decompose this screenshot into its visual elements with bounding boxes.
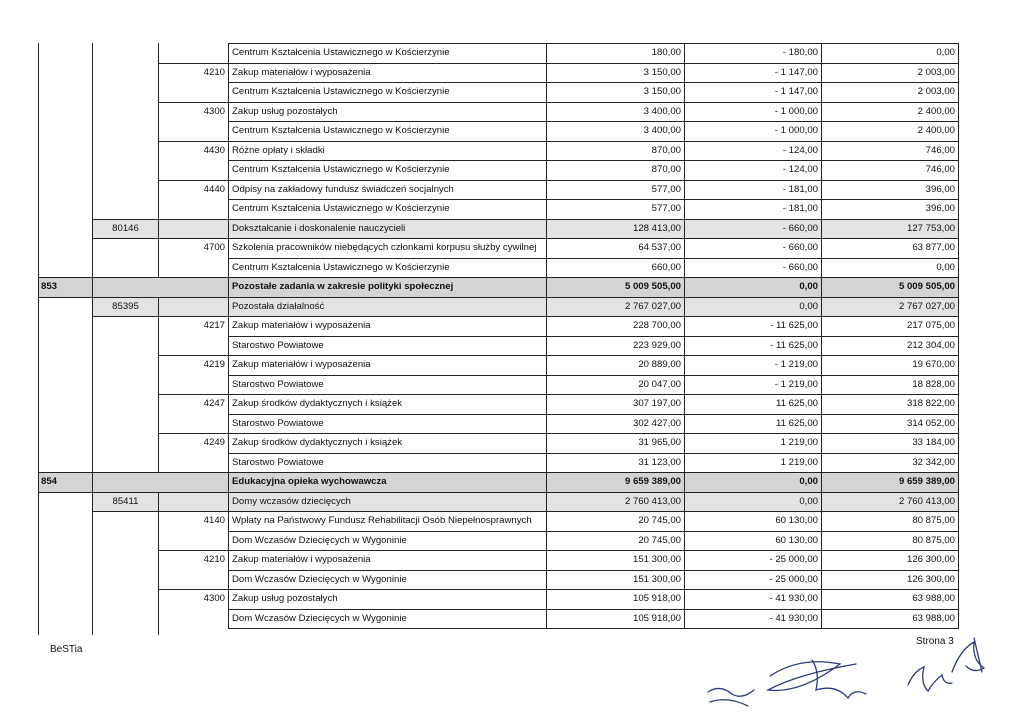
after-change-value: 80 875,00: [822, 531, 959, 551]
rozdzial-code: [93, 63, 159, 83]
after-change-value: 126 300,00: [822, 551, 959, 571]
dzial-code: [39, 531, 93, 551]
table-row: [39, 239, 959, 259]
after-change-value: 217 075,00: [822, 317, 959, 337]
paragraf-code: 4700: [159, 239, 229, 259]
row-name: Centrum Kształcenia Ustawicznego w Kościerzynie: [229, 161, 547, 181]
footer-software-name: BeSTia: [50, 644, 83, 655]
row-name: Dom Wczasów Dziecięcych w Wygoninie: [229, 531, 547, 551]
plan-value: 5 009 505,00: [547, 278, 685, 298]
dzial-code: [39, 336, 93, 356]
paragraf-code: [159, 492, 229, 512]
change-value: - 124,00: [685, 141, 822, 161]
table-row: [39, 434, 959, 454]
plan-value: 64 537,00: [547, 239, 685, 259]
dzial-code: [39, 375, 93, 395]
table-row: [39, 473, 959, 493]
paragraf-code: [159, 531, 229, 551]
rozdzial-code: [93, 414, 159, 434]
after-change-value: 5 009 505,00: [822, 278, 959, 298]
rozdzial-code: [93, 44, 159, 64]
dzial-code: [39, 434, 93, 454]
table-row: [39, 141, 959, 161]
after-change-value: 746,00: [822, 141, 959, 161]
after-change-value: 2 003,00: [822, 63, 959, 83]
table-row: [39, 83, 959, 103]
row-name: Centrum Kształcenia Ustawicznego w Kościerzynie: [229, 258, 547, 278]
row-name: Zakup materiałów i wyposażenia: [229, 551, 547, 571]
plan-value: 228 700,00: [547, 317, 685, 337]
rozdzial-code: [93, 83, 159, 103]
page-number: Strona 3: [916, 636, 954, 647]
after-change-value: 746,00: [822, 161, 959, 181]
table-row: [39, 609, 959, 629]
row-name: Pozostała działalność: [229, 297, 547, 317]
row-name: Centrum Kształcenia Ustawicznego w Kościerzynie: [229, 200, 547, 220]
change-value: - 25 000,00: [685, 570, 822, 590]
dzial-code: [39, 239, 93, 259]
table-row: [39, 336, 959, 356]
after-change-value: 2 767 027,00: [822, 297, 959, 317]
table-row: [39, 258, 959, 278]
after-change-value: 33 184,00: [822, 434, 959, 454]
paragraf-code: [159, 258, 229, 278]
rozdzial-code: 85395: [93, 297, 159, 317]
after-change-value: 127 753,00: [822, 219, 959, 239]
after-change-value: 314 052,00: [822, 414, 959, 434]
change-value: - 660,00: [685, 219, 822, 239]
table-row: [39, 63, 959, 83]
rozdzial-code: [93, 317, 159, 337]
dzial-code: [39, 122, 93, 142]
plan-value: 2 767 027,00: [547, 297, 685, 317]
dzial-code: [39, 161, 93, 181]
table-row: [39, 278, 959, 298]
rozdzial-code: [93, 180, 159, 200]
dzial-code: [39, 102, 93, 122]
row-name: Centrum Kształcenia Ustawicznego w Kościerzynie: [229, 44, 547, 64]
rozdzial-code: [93, 141, 159, 161]
table-row: [39, 180, 959, 200]
table-row: [39, 414, 959, 434]
change-value: - 181,00: [685, 200, 822, 220]
plan-value: 20 047,00: [547, 375, 685, 395]
change-value: - 181,00: [685, 180, 822, 200]
paragraf-code: [159, 122, 229, 142]
plan-value: 180,00: [547, 44, 685, 64]
handwritten-signatures: [700, 630, 1000, 725]
plan-value: 302 427,00: [547, 414, 685, 434]
after-change-value: 0,00: [822, 44, 959, 64]
after-change-value: 2 003,00: [822, 83, 959, 103]
table-row: [39, 395, 959, 415]
row-name: Edukacyjna opieka wychowawcza: [229, 473, 547, 493]
dzial-code: [39, 453, 93, 473]
dzial-code: [39, 492, 93, 512]
paragraf-code: 4210: [159, 63, 229, 83]
plan-value: 870,00: [547, 141, 685, 161]
table-row: [39, 590, 959, 610]
paragraf-code: 4300: [159, 102, 229, 122]
rozdzial-code: [93, 551, 159, 571]
change-value: - 11 625,00: [685, 336, 822, 356]
row-name: Dom Wczasów Dziecięcych w Wygoninie: [229, 570, 547, 590]
after-change-value: 19 670,00: [822, 356, 959, 376]
plan-value: 307 197,00: [547, 395, 685, 415]
after-change-value: 126 300,00: [822, 570, 959, 590]
after-change-value: 63 988,00: [822, 609, 959, 629]
table-row: [39, 44, 959, 64]
dzial-code: [39, 317, 93, 337]
dzial-code: 853: [39, 278, 93, 298]
plan-value: 3 150,00: [547, 83, 685, 103]
dzial-code: [39, 83, 93, 103]
plan-value: 3 400,00: [547, 122, 685, 142]
row-name: Starostwo Powiatowe: [229, 336, 547, 356]
rozdzial-code: [93, 395, 159, 415]
paragraf-code: [159, 44, 229, 64]
row-name: Szkolenia pracowników niebędących członkami korpusu służby cywilnej: [229, 239, 547, 259]
change-value: - 1 147,00: [685, 63, 822, 83]
change-value: - 1 147,00: [685, 83, 822, 103]
paragraf-code: 4140: [159, 512, 229, 532]
row-name: Zakup materiałów i wyposażenia: [229, 317, 547, 337]
rozdzial-code: [93, 239, 159, 259]
row-name: Centrum Kształcenia Ustawicznego w Kościerzynie: [229, 122, 547, 142]
dzial-code: [39, 609, 93, 629]
after-change-value: 2 400,00: [822, 122, 959, 142]
table-row: [39, 102, 959, 122]
table-row: [39, 356, 959, 376]
rozdzial-code: [93, 531, 159, 551]
dzial-code: [39, 414, 93, 434]
dzial-code: [39, 219, 93, 239]
change-value: - 1 219,00: [685, 375, 822, 395]
change-value: - 41 930,00: [685, 609, 822, 629]
plan-value: 20 745,00: [547, 512, 685, 532]
after-change-value: 9 659 389,00: [822, 473, 959, 493]
row-name: Zakup środków dydaktycznych i książek: [229, 434, 547, 454]
dzial-code: [39, 141, 93, 161]
plan-value: 105 918,00: [547, 609, 685, 629]
plan-value: 3 150,00: [547, 63, 685, 83]
paragraf-code: [159, 473, 229, 493]
rozdzial-code: [93, 161, 159, 181]
budget-table-body: [39, 44, 959, 629]
change-value: - 124,00: [685, 161, 822, 181]
plan-value: 151 300,00: [547, 570, 685, 590]
rozdzial-code: [93, 453, 159, 473]
table-row: [39, 512, 959, 532]
plan-value: 2 760 413,00: [547, 492, 685, 512]
table-row: [39, 317, 959, 337]
dzial-code: [39, 258, 93, 278]
change-value: - 180,00: [685, 44, 822, 64]
paragraf-code: 4219: [159, 356, 229, 376]
table-row: [39, 531, 959, 551]
rozdzial-code: [93, 258, 159, 278]
change-value: 1 219,00: [685, 434, 822, 454]
plan-value: 3 400,00: [547, 102, 685, 122]
paragraf-code: [159, 161, 229, 181]
table-row: [39, 297, 959, 317]
dzial-code: [39, 570, 93, 590]
plan-value: 151 300,00: [547, 551, 685, 571]
table-row: [39, 551, 959, 571]
change-value: 11 625,00: [685, 395, 822, 415]
paragraf-code: [159, 609, 229, 629]
change-value: - 11 625,00: [685, 317, 822, 337]
change-value: 0,00: [685, 278, 822, 298]
row-name: Starostwo Powiatowe: [229, 414, 547, 434]
plan-value: 31 965,00: [547, 434, 685, 454]
after-change-value: 18 828,00: [822, 375, 959, 395]
after-change-value: 63 877,00: [822, 239, 959, 259]
row-name: Starostwo Powiatowe: [229, 375, 547, 395]
rozdzial-code: [93, 570, 159, 590]
paragraf-code: [159, 200, 229, 220]
plan-value: 31 123,00: [547, 453, 685, 473]
row-name: Zakup materiałów i wyposażenia: [229, 356, 547, 376]
after-change-value: 32 342,00: [822, 453, 959, 473]
change-value: 0,00: [685, 492, 822, 512]
paragraf-code: [159, 83, 229, 103]
after-change-value: 318 822,00: [822, 395, 959, 415]
paragraf-code: [159, 570, 229, 590]
row-name: Różne opłaty i składki: [229, 141, 547, 161]
row-name: Odpisy na zakładowy fundusz świadczeń socjalnych: [229, 180, 547, 200]
paragraf-code: [159, 278, 229, 298]
plan-value: 577,00: [547, 180, 685, 200]
paragraf-code: [159, 453, 229, 473]
dzial-code: [39, 590, 93, 610]
after-change-value: 63 988,00: [822, 590, 959, 610]
row-name: Pozostałe zadania w zakresie polityki społecznej: [229, 278, 547, 298]
table-row: [39, 161, 959, 181]
rozdzial-code: [93, 356, 159, 376]
rozdzial-code: [93, 122, 159, 142]
dzial-code: [39, 180, 93, 200]
after-change-value: 2 760 413,00: [822, 492, 959, 512]
after-change-value: 396,00: [822, 200, 959, 220]
paragraf-code: [159, 336, 229, 356]
change-value: - 1 219,00: [685, 356, 822, 376]
after-change-value: 0,00: [822, 258, 959, 278]
paragraf-code: [159, 297, 229, 317]
rozdzial-code: [93, 434, 159, 454]
change-value: - 1 000,00: [685, 102, 822, 122]
dzial-code: [39, 551, 93, 571]
row-name: Zakup materiałów i wyposażenia: [229, 63, 547, 83]
change-value: - 41 930,00: [685, 590, 822, 610]
plan-value: 870,00: [547, 161, 685, 181]
change-value: - 660,00: [685, 258, 822, 278]
table-row: [39, 219, 959, 239]
paragraf-code: 4430: [159, 141, 229, 161]
change-value: - 660,00: [685, 239, 822, 259]
paragraf-code: 4249: [159, 434, 229, 454]
plan-value: 577,00: [547, 200, 685, 220]
change-value: 60 130,00: [685, 531, 822, 551]
change-value: 0,00: [685, 297, 822, 317]
rozdzial-code: [93, 102, 159, 122]
paragraf-code: [159, 375, 229, 395]
row-name: Dom Wczasów Dziecięcych w Wygoninie: [229, 609, 547, 629]
row-name: Zakup usług pozostałych: [229, 102, 547, 122]
change-value: 0,00: [685, 473, 822, 493]
budget-table: [38, 43, 959, 629]
table-row: [39, 200, 959, 220]
table-row: [39, 122, 959, 142]
table-row: [39, 570, 959, 590]
plan-value: 223 929,00: [547, 336, 685, 356]
rozdzial-code: [93, 336, 159, 356]
rozdzial-code: [93, 200, 159, 220]
plan-value: 128 413,00: [547, 219, 685, 239]
row-name: Domy wczasów dziecięcych: [229, 492, 547, 512]
dzial-code: [39, 63, 93, 83]
change-value: 11 625,00: [685, 414, 822, 434]
rozdzial-code: [93, 590, 159, 610]
paragraf-code: 4210: [159, 551, 229, 571]
plan-value: 20 745,00: [547, 531, 685, 551]
after-change-value: 80 875,00: [822, 512, 959, 532]
plan-value: 9 659 389,00: [547, 473, 685, 493]
change-value: - 1 000,00: [685, 122, 822, 142]
rozdzial-code: [93, 609, 159, 629]
change-value: 60 130,00: [685, 512, 822, 532]
paragraf-code: 4247: [159, 395, 229, 415]
row-name: Starostwo Powiatowe: [229, 453, 547, 473]
table-row: [39, 375, 959, 395]
paragraf-code: [159, 219, 229, 239]
after-change-value: 396,00: [822, 180, 959, 200]
dzial-code: [39, 44, 93, 64]
paragraf-code: [159, 414, 229, 434]
row-name: Dokształcanie i doskonalenie nauczycieli: [229, 219, 547, 239]
dzial-code: [39, 297, 93, 317]
dzial-code: [39, 395, 93, 415]
dzial-code: 854: [39, 473, 93, 493]
row-name: Zakup usług pozostałych: [229, 590, 547, 610]
dzial-code: [39, 512, 93, 532]
rozdzial-code: [93, 473, 159, 493]
after-change-value: 212 304,00: [822, 336, 959, 356]
rozdzial-code: 85411: [93, 492, 159, 512]
rozdzial-code: 80146: [93, 219, 159, 239]
dzial-code: [39, 356, 93, 376]
rozdzial-code: [93, 375, 159, 395]
after-change-value: 2 400,00: [822, 102, 959, 122]
plan-value: 660,00: [547, 258, 685, 278]
plan-value: 105 918,00: [547, 590, 685, 610]
plan-value: 20 889,00: [547, 356, 685, 376]
paragraf-code: 4217: [159, 317, 229, 337]
paragraf-code: 4440: [159, 180, 229, 200]
change-value: 1 219,00: [685, 453, 822, 473]
dzial-code: [39, 200, 93, 220]
table-row: [39, 453, 959, 473]
table-row: [39, 492, 959, 512]
row-name: Wpłaty na Państwowy Fundusz Rehabilitacji Osób Niepełnosprawnych: [229, 512, 547, 532]
rozdzial-code: [93, 512, 159, 532]
rozdzial-code: [93, 278, 159, 298]
change-value: - 25 000,00: [685, 551, 822, 571]
row-name: Centrum Kształcenia Ustawicznego w Kościerzynie: [229, 83, 547, 103]
paragraf-code: 4300: [159, 590, 229, 610]
row-name: Zakup środków dydaktycznych i książek: [229, 395, 547, 415]
